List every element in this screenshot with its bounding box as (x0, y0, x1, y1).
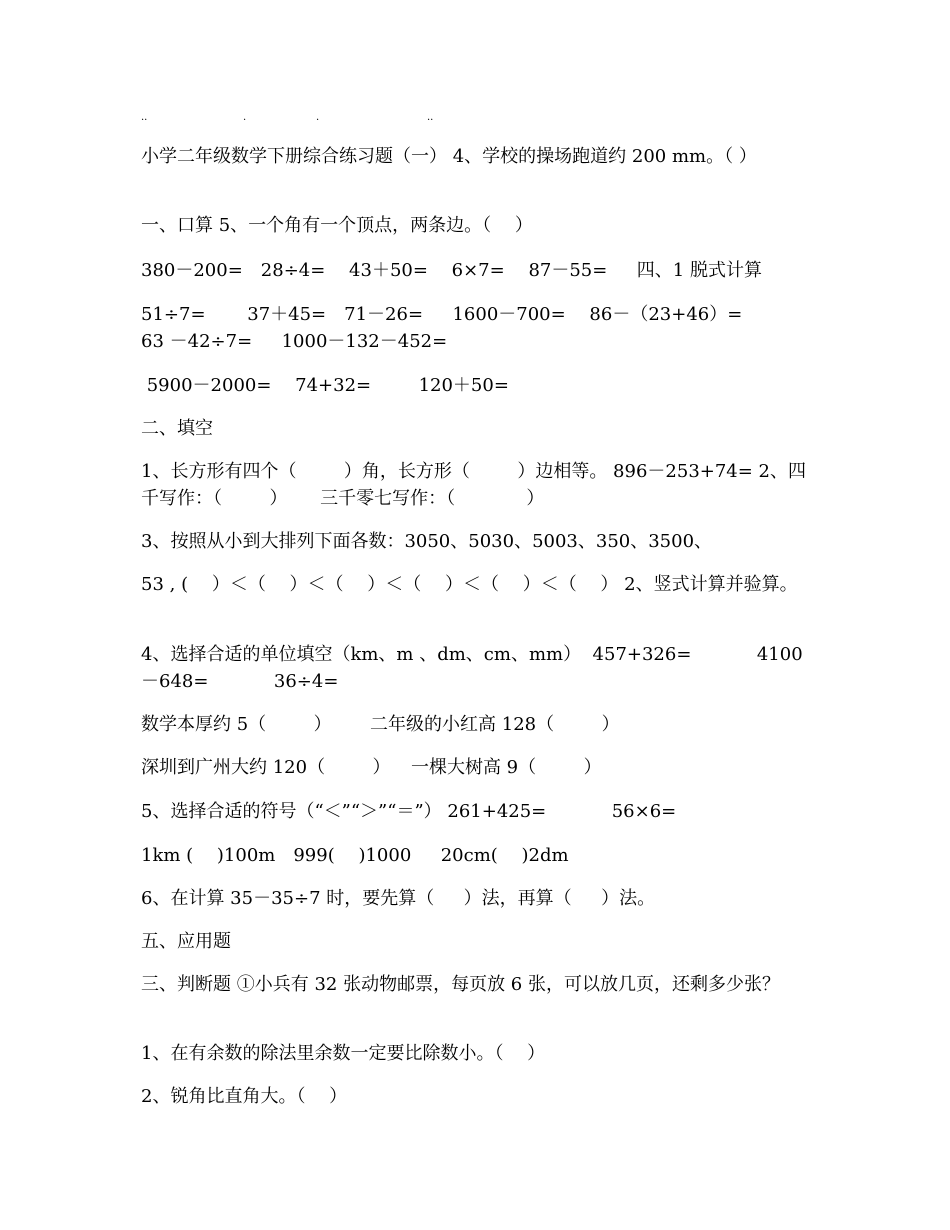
question-line: 6、在计算 35－35÷7 时，要先算（ ）法，再算（ ）法。 (141, 888, 656, 909)
question-line: 53 , ( ）＜（ ）＜（ ）＜（ ）＜（ ）＜（ ） 2、竖式计算并验算。 (141, 574, 798, 595)
question-line: 2、锐角比直角大。（ ） (141, 1086, 348, 1107)
header-mark: . (243, 112, 247, 123)
title-line: 小学二年级数学下册综合练习题（一） 4、学校的操场跑道约 200 mm。（ ） (141, 146, 757, 167)
arithmetic-line: 5900－2000= 74+32= 120＋50= (141, 375, 509, 396)
question-line: 数学本厚约 5（ ） 二年级的小红高 128（ ） (141, 714, 620, 735)
question-line: 1km ( )100m 999( )1000 20cm( )2dm (141, 845, 569, 866)
question-line: 4、选择合适的单位填空（km、m 、dm、cm、mm） 457+326= 4100 －648= 36÷4= (141, 644, 809, 692)
question-line: 1、在有余数的除法里余数一定要比除数小。（ ） (141, 1043, 546, 1064)
question-line: 深圳到广州大约 120（ ） 一棵大树高 9（ ） (141, 757, 602, 778)
section-line: 一、口算 5、一个角有一个顶点，两条边。（ ） (141, 215, 533, 236)
section-heading: 五、应用题 (141, 931, 231, 952)
question-line: 3、按照从小到大排列下面各数：3050、5030、5003、350、3500、 (141, 531, 713, 552)
question-line: 三、判断题 ①小兵有 32 张动物邮票，每页放 6 张，可以放几页，还剩多少张？ (141, 974, 780, 995)
section-heading: 二、填空 (141, 418, 213, 439)
header-mark: .. (141, 112, 148, 123)
header-mark: . (316, 112, 320, 123)
question-line: 1、长方形有四个（ ）角，长方形（ ）边相等。 896－253+74= 2、四千写作：（ ） 三千零七写作：（ ） (141, 461, 807, 509)
question-line: 5、选择合适的符号（“＜”“＞”“＝”） 261+425= 56×6= (141, 801, 677, 822)
arithmetic-line: 380－200= 28÷4= 43＋50= 6×7= 87－55= 四、1 脱式计算 (141, 260, 762, 281)
arithmetic-line: 51÷7= 37＋45= 71－26= 1600－700= 86－（23+46）= 63 －42÷7= 1000－132－452= (141, 304, 808, 352)
header-mark: .. (427, 112, 434, 123)
